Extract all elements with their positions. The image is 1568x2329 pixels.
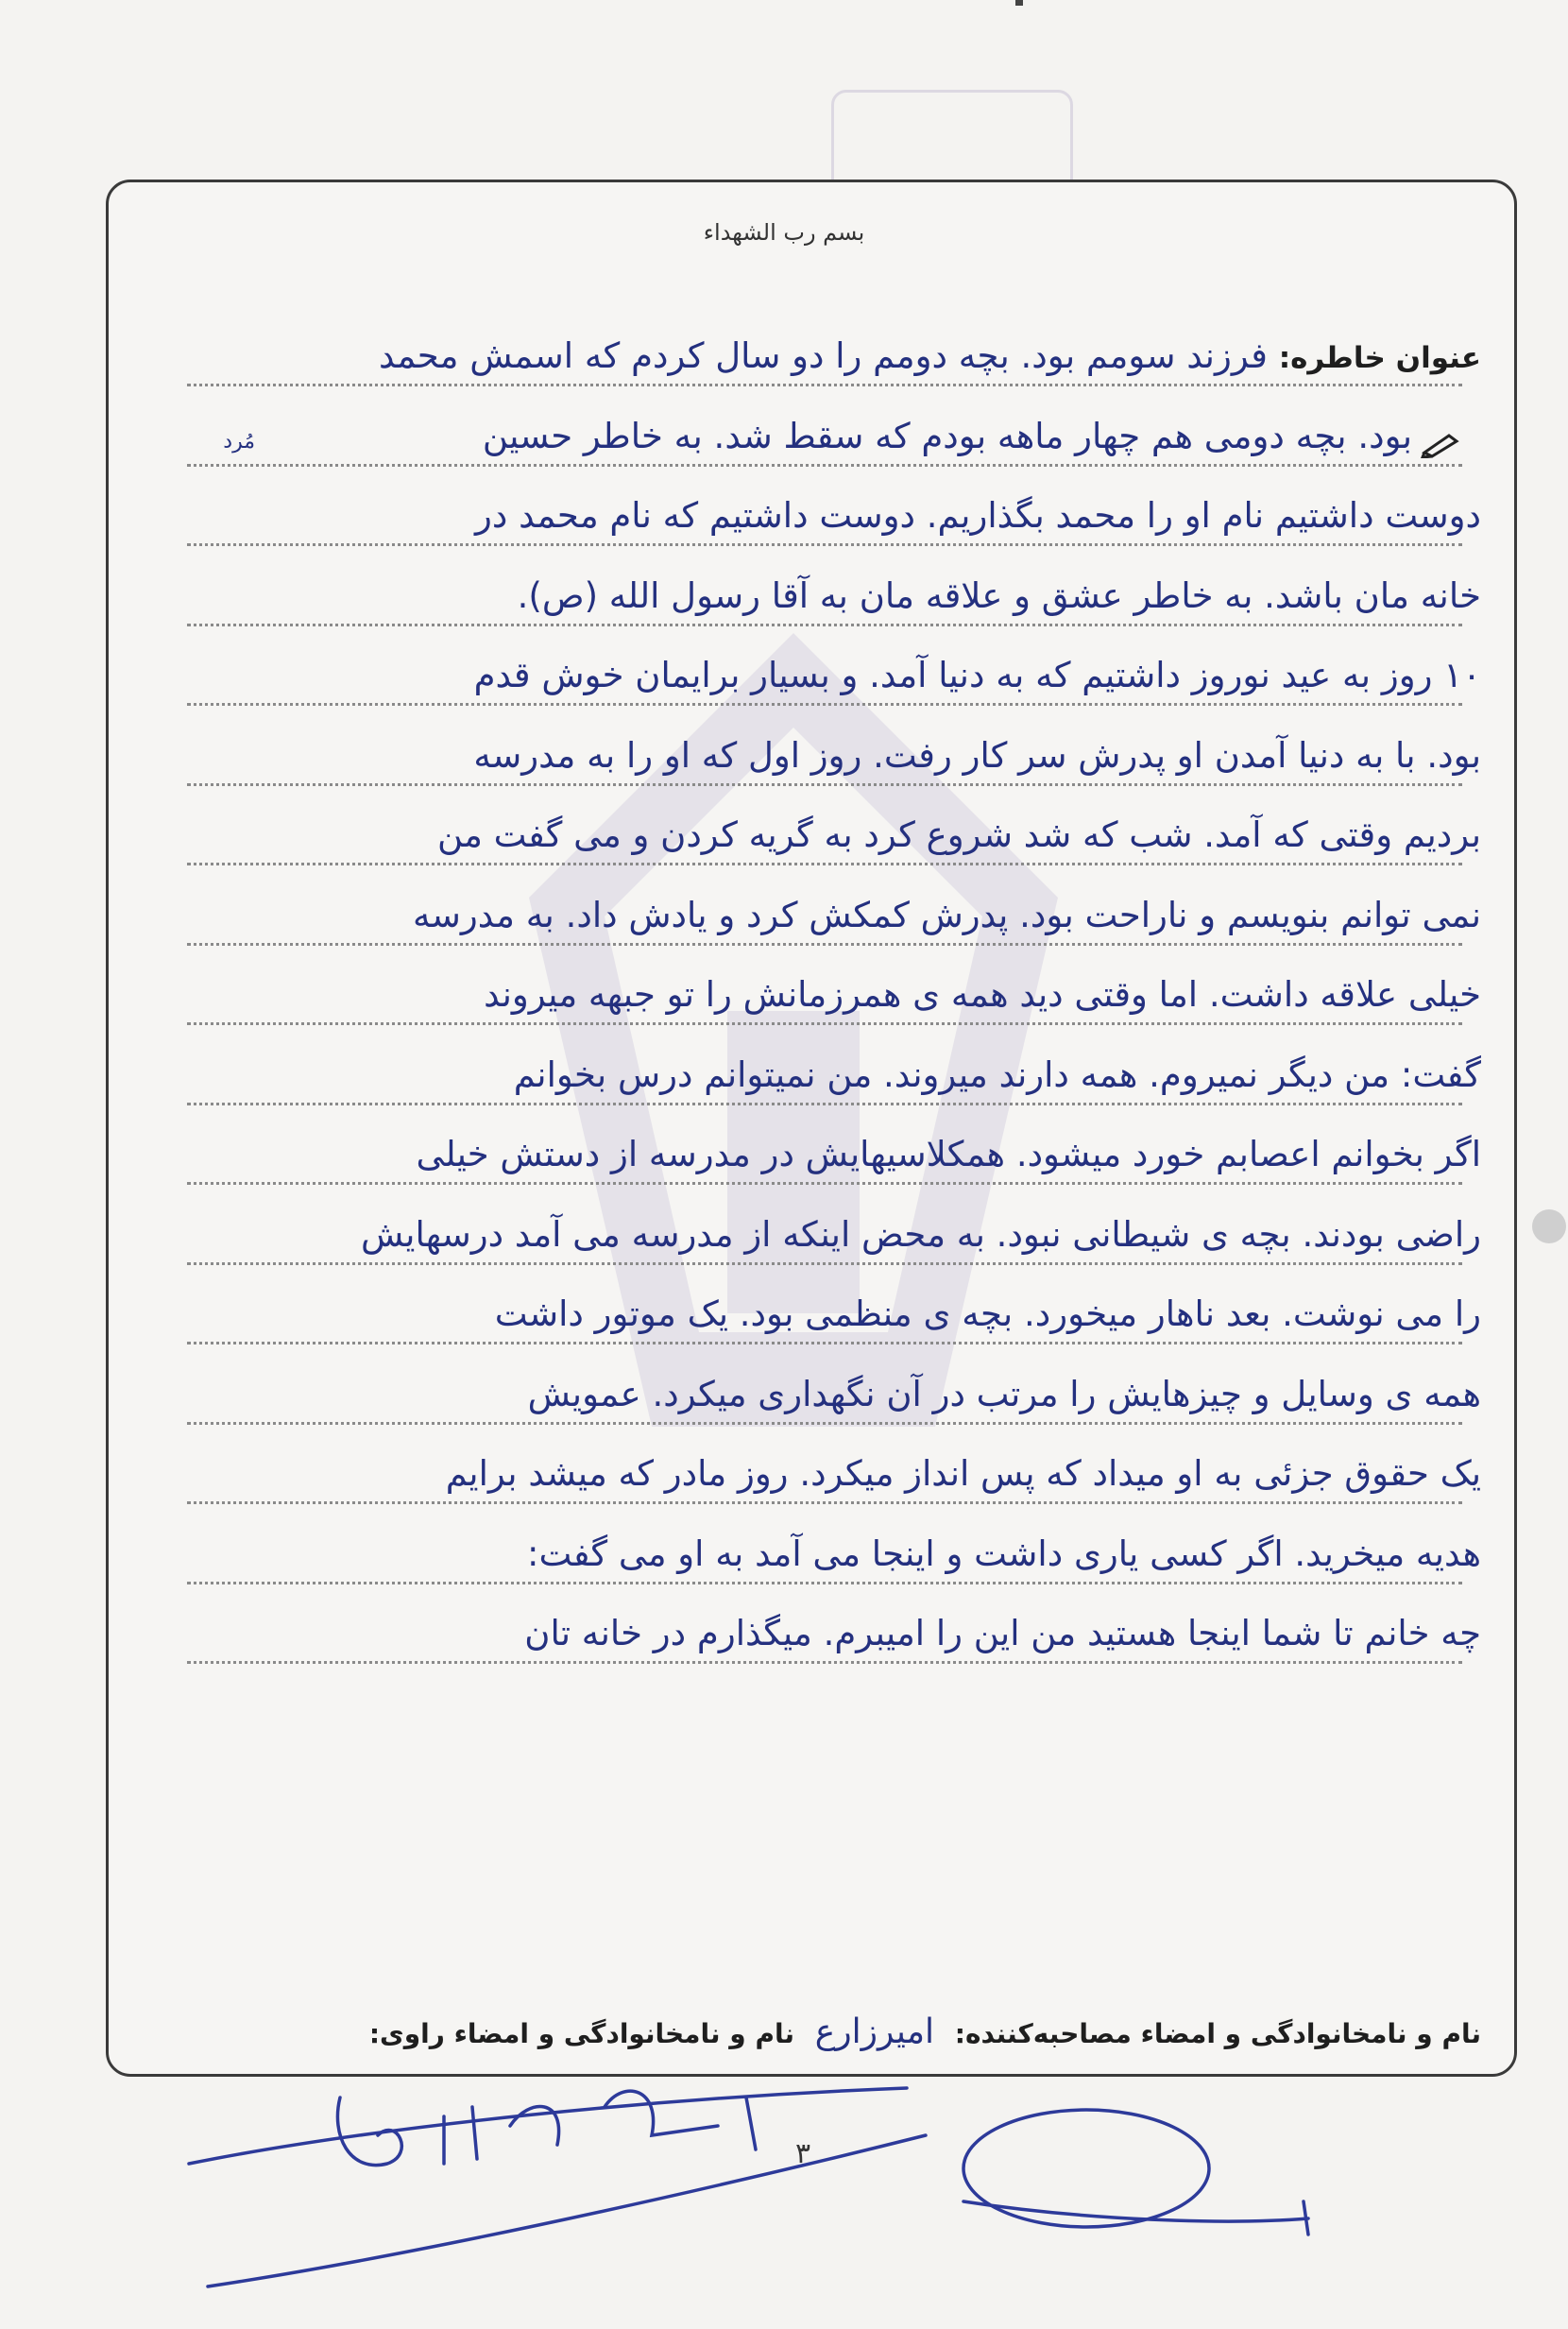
handwritten-text: هدیه میخرید. اگر کسی یاری داشت و اینجا می آمد به او می گفت:: [526, 1533, 1481, 1574]
scan-mark: [1015, 0, 1023, 6]
signature-labels-row: [123, 2012, 1481, 2051]
dotted-rule: [187, 1422, 1462, 1425]
handwritten-line: [513, 1053, 1481, 1095]
pen-icon: [1421, 430, 1462, 458]
handwritten-line: [526, 1533, 1481, 1574]
handwritten-text: راضی بودند. بچه ی شیطانی نبود. به محض اینکه از مدرسه می آمد درسهایش: [361, 1213, 1481, 1255]
dotted-rule: [187, 1342, 1462, 1344]
handwritten-text: خیلی علاقه داشت. اما وقتی دید همه ی همرزمانش را تو جبهه میروند: [484, 974, 1481, 1015]
handwritten-line: [412, 894, 1481, 935]
handwritten-correction: مُرد: [223, 430, 255, 454]
handwritten-line: [524, 1613, 1481, 1653]
handwritten-line: [482, 415, 1412, 456]
dotted-rule: [187, 1262, 1462, 1265]
signatures-area: [0, 2060, 1568, 2329]
handwritten-line: [445, 1453, 1481, 1494]
dotted-rule: [187, 384, 1462, 386]
dotted-rule: [187, 863, 1462, 865]
handwritten-text: فرزند سومم بود. بچه دومم را دو سال کردم که اسمش محمد: [378, 335, 1268, 376]
handwritten-text: دوست داشتیم نام او را محمد بگذاریم. دوست داشتیم که نام محمد در: [475, 495, 1481, 536]
binder-hole: [1532, 1209, 1566, 1243]
handwritten-line: [436, 814, 1481, 855]
dotted-rule: [187, 1501, 1462, 1504]
handwritten-line: [361, 1213, 1481, 1255]
basmala-heading: بسم رب الشهداء: [703, 219, 865, 246]
handwritten-line: [473, 655, 1481, 695]
handwritten-text: همه ی وسایل و چیزهایش را مرتب در آن نگهداری میکرد. عمویش: [527, 1373, 1481, 1414]
interviewer-name: امیرزارع: [814, 2012, 935, 2051]
dotted-rule: [187, 1582, 1462, 1584]
dotted-rule: [187, 1103, 1462, 1105]
handwritten-text: بردیم وقتی که آمد. شب که شد شروع کرد به گریه کردن و می گفت من: [436, 814, 1481, 855]
handwritten-line: [475, 495, 1481, 536]
dotted-rule: [187, 1661, 1462, 1664]
handwritten-line: [517, 574, 1481, 616]
dotted-rule: [187, 464, 1462, 467]
handwritten-line: [527, 1373, 1481, 1414]
narrator-label: نام و نامخانوادگی و امضاء راوی:: [368, 2018, 794, 2049]
handwritten-text: خانه مان باشد. به خاطر عشق و علاقه مان به آقا رسول الله (ص).: [517, 574, 1481, 616]
handwritten-text: را می نوشت. بعد ناهار میخورد. بچه ی منظمی بود. یک موتور داشت: [494, 1293, 1481, 1334]
dotted-rule: [187, 1182, 1462, 1185]
dotted-rule: [187, 624, 1462, 626]
handwritten-text: نمی توانم بنویسم و ناراحت بود. پدرش کمکش کرد و یادش داد. به مدرسه: [412, 894, 1481, 935]
interviewer-signature: [189, 2088, 926, 2286]
dotted-rule: [187, 703, 1462, 706]
narrator-signature: [963, 2110, 1308, 2235]
handwritten-text: بود. بچه دومی هم چهار ماهه بودم که سقط شد. به خاطر حسین: [482, 415, 1412, 456]
dotted-rule: [187, 943, 1462, 946]
handwritten-text: چه خانم تا شما اینجا هستید من این را امیبرم. میگذارم در خانه تان: [524, 1613, 1481, 1653]
handwritten-text: گفت: من دیگر نمیروم. همه دارند میروند. من نمیتوانم درس بخوانم: [513, 1053, 1481, 1095]
handwritten-text: بود. با به دنیا آمدن او پدرش سر کار رفت. روز اول که او را به مدرسه: [473, 734, 1481, 776]
handwritten-line: [473, 734, 1481, 776]
page-number: ۳: [795, 2137, 811, 2170]
handwritten-line: [484, 974, 1481, 1015]
memoir-title-label: عنوان خاطره:: [1278, 341, 1481, 375]
handwritten-text: ۱۰ روز به عید نوروز داشتیم که به دنیا آمد. و بسیار برایمان خوش قدم: [473, 655, 1481, 695]
dotted-rule: [187, 543, 1462, 546]
handwritten-line: [494, 1293, 1481, 1334]
dotted-rule: [187, 783, 1462, 786]
handwritten-line: [378, 335, 1481, 376]
handwritten-text: اگر بخوانم اعصابم خورد میشود. همکلاسیهایش در مدرسه از دستش خیلی: [416, 1134, 1481, 1174]
handwritten-line: [416, 1134, 1482, 1174]
dotted-rule: [187, 1022, 1462, 1025]
interviewer-label: نام و نامخانوادگی و امضاء مصاحبه‌کننده:: [954, 2018, 1481, 2049]
handwritten-text: یک حقوق جزئی به او میداد که پس انداز میکرد. روز مادر که میشد برایم: [445, 1453, 1481, 1494]
